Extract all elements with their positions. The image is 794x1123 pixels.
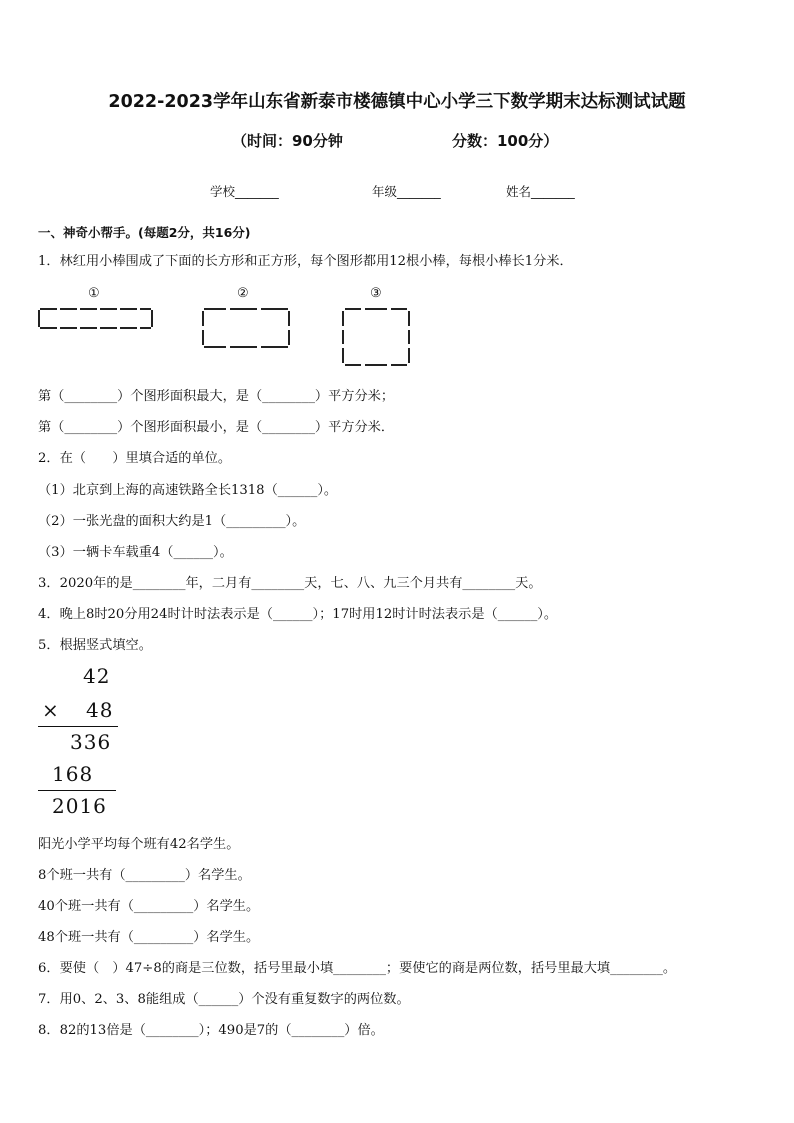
calc-rule-2 bbox=[38, 790, 116, 791]
exam-score: 分数：100分） bbox=[452, 132, 559, 150]
section-heading: 一、神奇小帮手。(每题2分，共16分) bbox=[38, 225, 251, 240]
figure-label-3: ③ bbox=[370, 286, 382, 301]
school-field: 学校_______ bbox=[210, 184, 279, 199]
question-5-line-3: 40个班一共有（_________）名学生。 bbox=[38, 899, 260, 914]
grade-field: 年级_______ bbox=[372, 184, 441, 199]
figure-rectangle-2 bbox=[199, 305, 294, 351]
question-2-sub-1: （1）北京到上海的高速铁路全长1318（______）。 bbox=[38, 483, 338, 498]
question-7: 7．用0、2、3、8能组成（______）个没有重复数字的两位数。 bbox=[38, 992, 410, 1007]
question-5: 5．根据竖式填空。 bbox=[38, 638, 152, 653]
question-5-line-4: 48个班一共有（_________）名学生。 bbox=[38, 930, 260, 945]
figure-square-3 bbox=[339, 305, 414, 369]
question-2-sub-2: （2）一张光盘的面积大约是1（_________）。 bbox=[38, 514, 306, 529]
question-1: 1．林红用小棒围成了下面的长方形和正方形，每个图形都用12根小棒，每根小棒长1分米． bbox=[38, 254, 573, 269]
question-5-line-1: 阳光小学平均每个班有42名学生。 bbox=[38, 837, 240, 852]
question-5-line-2: 8个班一共有（_________）名学生。 bbox=[38, 868, 251, 883]
figure-label-2: ② bbox=[237, 286, 249, 301]
question-2-sub-3: （3）一辆卡车载重4（______）。 bbox=[38, 545, 233, 560]
calc-times-sign: × bbox=[42, 698, 60, 722]
page-title: 2022-2023学年山东省新泰市楼德镇中心小学三下数学期末达标测试试题 bbox=[108, 92, 686, 112]
exam-time: （时间：90分钟 bbox=[232, 132, 343, 150]
question-1-line-1: 第（________）个图形面积最大，是（________）平方分米； bbox=[38, 389, 395, 404]
calc-rule-1 bbox=[38, 726, 118, 727]
calc-partial-2: 168 bbox=[52, 762, 94, 786]
question-2: 2．在（ ）里填合适的单位。 bbox=[38, 451, 232, 466]
question-1-line-2: 第（________）个图形面积最小，是（________）平方分米． bbox=[38, 420, 395, 435]
calc-partial-1: 336 bbox=[70, 730, 112, 754]
calc-multiplicand: 42 bbox=[83, 664, 111, 688]
calc-result: 2016 bbox=[52, 794, 107, 818]
question-8: 8．82的13倍是（________）；490是7的（________）倍。 bbox=[38, 1023, 384, 1038]
figure-label-1: ① bbox=[88, 286, 100, 301]
name-field: 姓名_______ bbox=[506, 184, 575, 199]
calc-multiplier: 48 bbox=[86, 698, 114, 722]
question-3: 3．2020年的是________年，二月有________天，七、八、九三个月共有________天。 bbox=[38, 576, 542, 591]
question-4: 4．晚上8时20分用24时计时法表示是（______）；17时用12时计时法表示是（______）。 bbox=[38, 607, 558, 622]
question-6: 6．要使（ ）47÷8的商是三位数，括号里最小填________；要使它的商是两位数，括号里最大填________。 bbox=[38, 961, 677, 976]
figure-rectangle-1 bbox=[36, 305, 156, 333]
